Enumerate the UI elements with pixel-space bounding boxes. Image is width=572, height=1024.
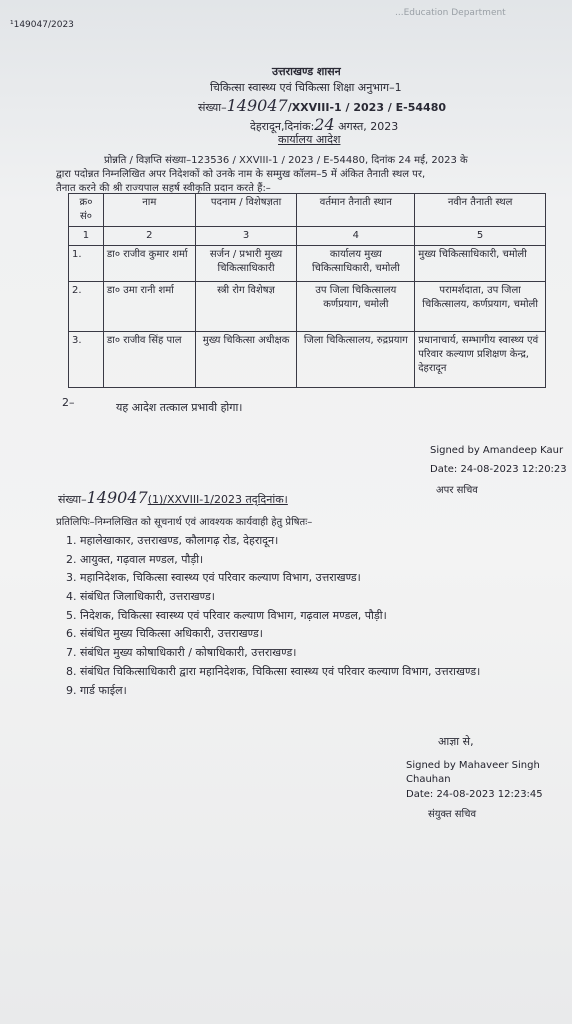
table-row — [69, 246, 546, 282]
order-number-rest: /XXVIII-1 / 2023 / E-54480 — [287, 101, 446, 114]
handwritten-date: 24 — [314, 115, 335, 134]
handwritten-number: 149047 — [226, 96, 288, 115]
cell-designation: स्त्री रोग विशेषज्ञ — [195, 282, 297, 332]
list-item: 7. संबंधित मुख्य कोषाधिकारी / कोषाधिकारी, उत्तराखण्ड। — [66, 646, 297, 660]
govt-heading: उत्तराखण्ड शासन — [272, 65, 341, 78]
cell-new-posting: परामर्शदाता, उप जिला चिकित्सालय, कर्णप्रयाग, चमोली — [415, 282, 546, 332]
cell-current-posting: जिला चिकित्सालय, रुद्रप्रयाग — [297, 332, 415, 388]
list-item: 9. गार्ड फाईल। — [66, 683, 127, 697]
copy-reference — [58, 488, 288, 507]
table-header-row — [69, 194, 546, 227]
digital-signature-date: Date: 24-08-2023 12:20:23 — [430, 464, 567, 475]
order-date-prefix: देहरादून,दिनांक: — [250, 120, 315, 133]
list-item: 4. संबंधित जिलाधिकारी, उत्तराखण्ड। — [66, 590, 215, 604]
document-reference: ¹149047/2023 — [10, 20, 74, 30]
handwritten-copy-number: 149047 — [86, 488, 148, 507]
body-line-1: प्रोन्नति / विज्ञप्ति संख्या–123536 / XXVIII-1 / 2023 / E-54480, दिनांक 24 मई, 2023 के — [104, 155, 468, 166]
col-number: 2 — [103, 227, 195, 246]
list-item: 6. संबंधित मुख्य चिकित्सा अधिकारी, उत्तराखण्ड। — [66, 627, 263, 641]
col-header-serial: क्र० सं० — [69, 194, 104, 227]
copy-ref-label: संख्या– — [58, 493, 87, 506]
table-row — [69, 332, 546, 388]
posting-table — [68, 193, 546, 388]
col-header-name: नाम — [103, 194, 195, 227]
digital-signature-name-2: Signed by Mahaveer Singh — [406, 760, 540, 771]
table-row — [69, 282, 546, 332]
copy-recipient-list — [66, 533, 556, 701]
order-number — [198, 96, 446, 115]
copy-ref-rest: (1)/XXVIII-1/2023 तद्‌दिनांक। — [147, 493, 288, 506]
list-item: 8. संबंधित चिकित्साधिकारी द्वारा महानिदेशक, चिकित्सा स्वास्थ्य एवं परिवार कल्याण विभाग, उत्तराखण्ड। — [66, 664, 481, 678]
cell-serial: 1. — [69, 246, 104, 282]
digital-signature-name-2-cont: Chauhan — [406, 774, 451, 785]
cell-new-posting: प्रधानाचार्य, सम्भागीय स्वास्थ्य एवं परिवार कल्याण प्रशिक्षण केन्द्र, देहरादून — [415, 332, 546, 388]
cell-designation: मुख्य चिकित्सा अधीक्षक — [195, 332, 297, 388]
table-number-row — [69, 227, 546, 246]
col-header-current-posting: वर्तमान तैनाती स्थान — [297, 194, 415, 227]
cell-serial: 3. — [69, 332, 104, 388]
cell-current-posting: कार्यालय मुख्य चिकित्साधिकारी, चमोली — [297, 246, 415, 282]
list-item: 1. महालेखाकार, उत्तराखण्ड, कौलागढ़ रोड, देहरादून। — [66, 534, 279, 547]
order-date-rest: अगस्त, 2023 — [338, 120, 399, 133]
by-order-text: आज्ञा से, — [438, 735, 474, 748]
digital-signature-date-2: Date: 24-08-2023 12:23:45 — [406, 789, 543, 800]
cell-name: डा० राजीव कुमार शर्मा — [103, 246, 195, 282]
col-header-designation: पदनाम / विशेषज्ञता — [195, 194, 297, 227]
order-number-label: संख्या– — [198, 101, 227, 114]
copy-intro: प्रतिलिपिः–निम्नलिखित को सूचनार्थ एवं आवश्यक कार्यवाही हेतु प्रेषितः– — [56, 517, 313, 528]
order-title: कार्यालय आदेश — [278, 133, 341, 146]
faded-header-text: ...Education Department — [395, 8, 506, 18]
col-number: 3 — [195, 227, 297, 246]
digital-signature-name: Signed by Amandeep Kaur — [430, 445, 564, 456]
signatory-designation-2: संयुक्त सचिव — [428, 809, 477, 820]
col-number: 5 — [415, 227, 546, 246]
cell-current-posting: उप जिला चिकित्सालय कर्णप्रयाग, चमोली — [297, 282, 415, 332]
para-2-number: 2– — [62, 396, 75, 409]
cell-designation: सर्जन / प्रभारी मुख्य चिकित्साधिकारी — [195, 246, 297, 282]
signatory-designation: अपर सचिव — [436, 485, 478, 496]
para-2-text: यह आदेश तत्काल प्रभावी होगा। — [116, 401, 243, 414]
cell-name: डा० राजीव सिंह पाल — [103, 332, 195, 388]
col-number: 4 — [297, 227, 415, 246]
body-line-3: तैनात करने की श्री राज्यपाल सहर्ष स्वीकृति प्रदान करते हैं:– — [56, 183, 271, 194]
list-item: 3. महानिदेशक, चिकित्सा स्वास्थ्य एवं परिवार कल्याण विभाग, उत्तराखण्ड। — [66, 571, 361, 585]
section-heading: चिकित्सा स्वास्थ्य एवं चिकित्सा शिक्षा अनुभाग–1 — [210, 81, 402, 94]
cell-new-posting: मुख्य चिकित्साधिकारी, चमोली — [415, 246, 546, 282]
cell-serial: 2. — [69, 282, 104, 332]
col-header-new-posting: नवीन तैनाती स्थल — [415, 194, 546, 227]
col-number: 1 — [69, 227, 104, 246]
cell-name: डा० उमा रानी शर्मा — [103, 282, 195, 332]
list-item: 5. निदेशक, चिकित्सा स्वास्थ्य एवं परिवार कल्याण विभाग, गढ़वाल मण्डल, पौड़ी। — [66, 608, 387, 622]
list-item: 2. आयुक्त, गढ़वाल मण्डल, पौड़ी। — [66, 552, 204, 566]
body-line-2: द्वारा पदोन्नत निम्नलिखित अपर निदेशकों को उनके नाम के सम्मुख कॉलम–5 में अंकित तैनाती स्थल पर, — [56, 169, 426, 180]
